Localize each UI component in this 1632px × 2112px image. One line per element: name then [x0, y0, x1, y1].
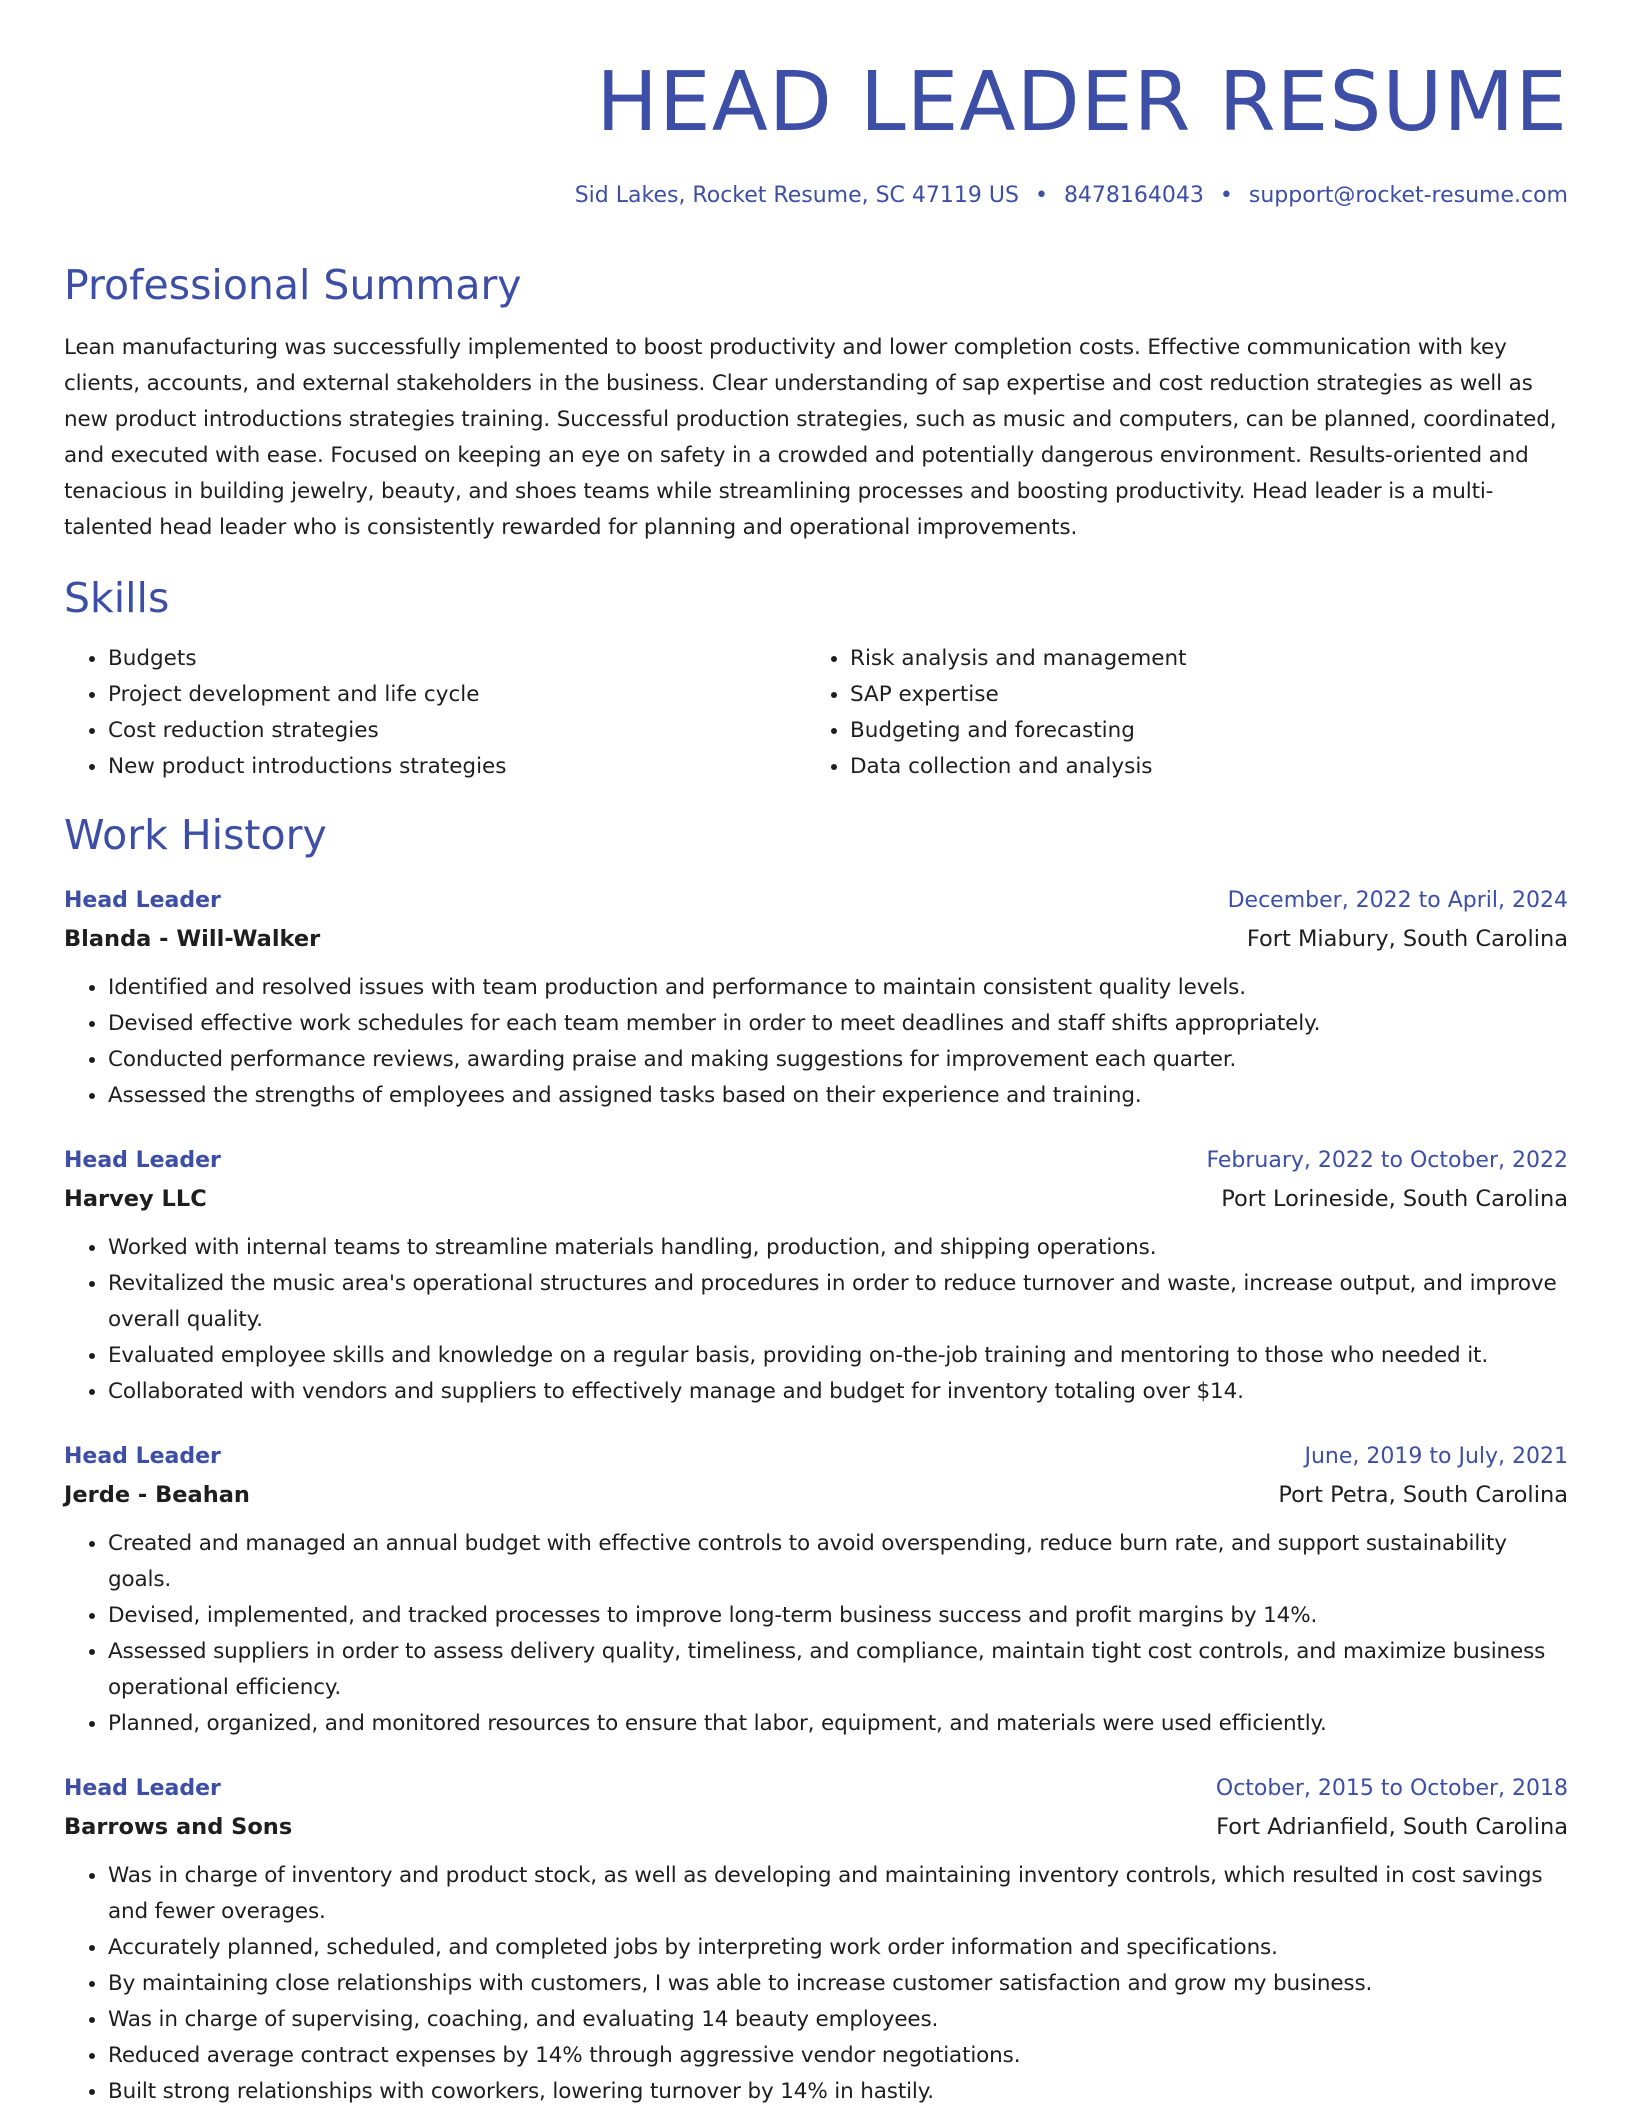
job-bullets — [64, 970, 1568, 1114]
job-bullet: • Devised effective work schedules for each team member in order to meet deadlines and staff shifts appropriately. — [108, 1006, 1568, 1042]
resume-page — [64, 0, 1568, 2110]
job-employer-row — [64, 1180, 1568, 1218]
skill-item: • SAP expertise — [850, 677, 1548, 713]
job-bullet: • Was in charge of supervising, coaching, and evaluating 14 beauty employees. — [108, 2002, 1568, 2038]
job-entry — [64, 1438, 1568, 1742]
job-location: Port Petra, South Carolina — [1278, 1482, 1568, 1509]
job-title: Head Leader — [64, 888, 221, 914]
job-bullets — [64, 1858, 1568, 2110]
skills-column-right — [806, 641, 1548, 785]
job-employer-row — [64, 920, 1568, 958]
contact-separator: • — [1034, 183, 1048, 208]
job-bullet: • Evaluated employee skills and knowledge on a regular basis, providing on-the-job training and mentoring to those who needed it. — [108, 1338, 1568, 1374]
contact-separator: • — [1219, 183, 1233, 208]
job-header-row — [64, 1438, 1568, 1476]
contact-email: support@rocket-resume.com — [1248, 183, 1568, 208]
job-dates: February, 2022 to October, 2022 — [1206, 1148, 1568, 1174]
job-bullet: • Accurately planned, scheduled, and completed jobs by interpreting work order information and specifications. — [108, 1930, 1568, 1966]
contact-phone: 8478164043 — [1063, 183, 1204, 208]
job-title: Head Leader — [64, 1444, 221, 1470]
job-header-row — [64, 882, 1568, 920]
job-location: Fort Adrianfield, South Carolina — [1216, 1814, 1568, 1841]
job-bullet: • Conducted performance reviews, awarding praise and making suggestions for improvement each quarter. — [108, 1042, 1568, 1078]
skill-item: • New product introductions strategies — [108, 749, 806, 785]
skill-item: • Risk analysis and management — [850, 641, 1548, 677]
skills-list — [64, 641, 1568, 785]
job-bullet: • Reduced average contract expenses by 14% through aggressive vendor negotiations. — [108, 2038, 1568, 2074]
skill-item: • Data collection and analysis — [850, 749, 1548, 785]
skill-item: • Budgeting and forecasting — [850, 713, 1548, 749]
summary-text: Lean manufacturing was successfully implemented to boost productivity and lower completion costs. Effective communication with key clients, accounts, and external stakeholders in the business. Clear understanding of sap expertise and cost reduction strategies as well as new product introductions strategies training. Successful production strategies, such as music and computers, can be planned, coordinated, and executed with ease. Focused on keeping an eye on safety in a crowded and potentially dangerous environment. Results-oriented and tenacious in building jewelry, beauty, and shoes teams while streamlining processes and boosting productivity. Head leader is a multi-talented head leader who is consistently rewarded for planning and operational improvements. — [64, 334, 1557, 540]
skills-column-left — [64, 641, 806, 785]
skill-item: • Budgets — [108, 641, 806, 677]
job-bullet: • Planned, organized, and monitored resources to ensure that labor, equipment, and materials were used efficiently. — [108, 1706, 1568, 1742]
job-dates: June, 2019 to July, 2021 — [1304, 1444, 1568, 1470]
summary-heading: Professional Summary — [64, 260, 522, 309]
job-dates: December, 2022 to April, 2024 — [1227, 888, 1568, 914]
skill-item: • Project development and life cycle — [108, 677, 806, 713]
job-company: Harvey LLC — [64, 1186, 207, 1213]
job-location: Port Lorineside, South Carolina — [1221, 1186, 1568, 1213]
job-bullet: • Collaborated with vendors and suppliers to effectively manage and budget for inventory totaling over $14. — [108, 1374, 1568, 1410]
skills-heading: Skills — [64, 573, 170, 622]
job-entry — [64, 882, 1568, 1114]
job-location: Fort Miabury, South Carolina — [1246, 926, 1568, 953]
job-bullet: • Was in charge of inventory and product stock, as well as developing and maintaining inventory controls, which resulted in cost savings and fewer overages. — [108, 1858, 1568, 1930]
job-bullets — [64, 1526, 1568, 1742]
job-bullet: • Assessed the strengths of employees and assigned tasks based on their experience and training. — [108, 1078, 1568, 1114]
job-bullet: • Revitalized the music area's operational structures and procedures in order to reduce turnover and waste, increase output, and improve overall quality. — [108, 1266, 1568, 1338]
job-header-row — [64, 1142, 1568, 1180]
skill-item: • Cost reduction strategies — [108, 713, 806, 749]
job-bullet: • Worked with internal teams to streamline materials handling, production, and shipping operations. — [108, 1230, 1568, 1266]
job-bullet: • Identified and resolved issues with team production and performance to maintain consistent quality levels. — [108, 970, 1568, 1006]
job-bullet: • By maintaining close relationships with customers, I was able to increase customer satisfaction and grow my business. — [108, 1966, 1568, 2002]
job-dates: October, 2015 to October, 2018 — [1215, 1776, 1568, 1802]
job-header-row — [64, 1770, 1568, 1808]
job-bullet: • Created and managed an annual budget with effective controls to avoid overspending, reduce burn rate, and support sustainability goals. — [108, 1526, 1568, 1598]
contact-line — [64, 182, 1568, 211]
resume-title: HEAD LEADER RESUME — [596, 55, 1568, 150]
job-title: Head Leader — [64, 1148, 221, 1174]
work-history-heading: Work History — [64, 810, 327, 859]
job-bullet: • Devised, implemented, and tracked processes to improve long-term business success and profit margins by 14%. — [108, 1598, 1568, 1634]
job-bullets — [64, 1230, 1568, 1410]
job-employer-row — [64, 1808, 1568, 1846]
contact-address: Sid Lakes, Rocket Resume, SC 47119 US — [574, 183, 1019, 208]
job-employer-row — [64, 1476, 1568, 1514]
job-title: Head Leader — [64, 1776, 221, 1802]
job-bullet: • Assessed suppliers in order to assess delivery quality, timeliness, and compliance, maintain tight cost controls, and maximize business operational efficiency. — [108, 1634, 1568, 1706]
job-bullet: • Built strong relationships with coworkers, lowering turnover by 14% in hastily. — [108, 2074, 1568, 2110]
job-entry — [64, 1770, 1568, 2110]
job-company: Blanda - Will-Walker — [64, 926, 321, 953]
job-company: Jerde - Beahan — [64, 1482, 250, 1509]
job-company: Barrows and Sons — [64, 1814, 293, 1841]
job-entry — [64, 1142, 1568, 1410]
